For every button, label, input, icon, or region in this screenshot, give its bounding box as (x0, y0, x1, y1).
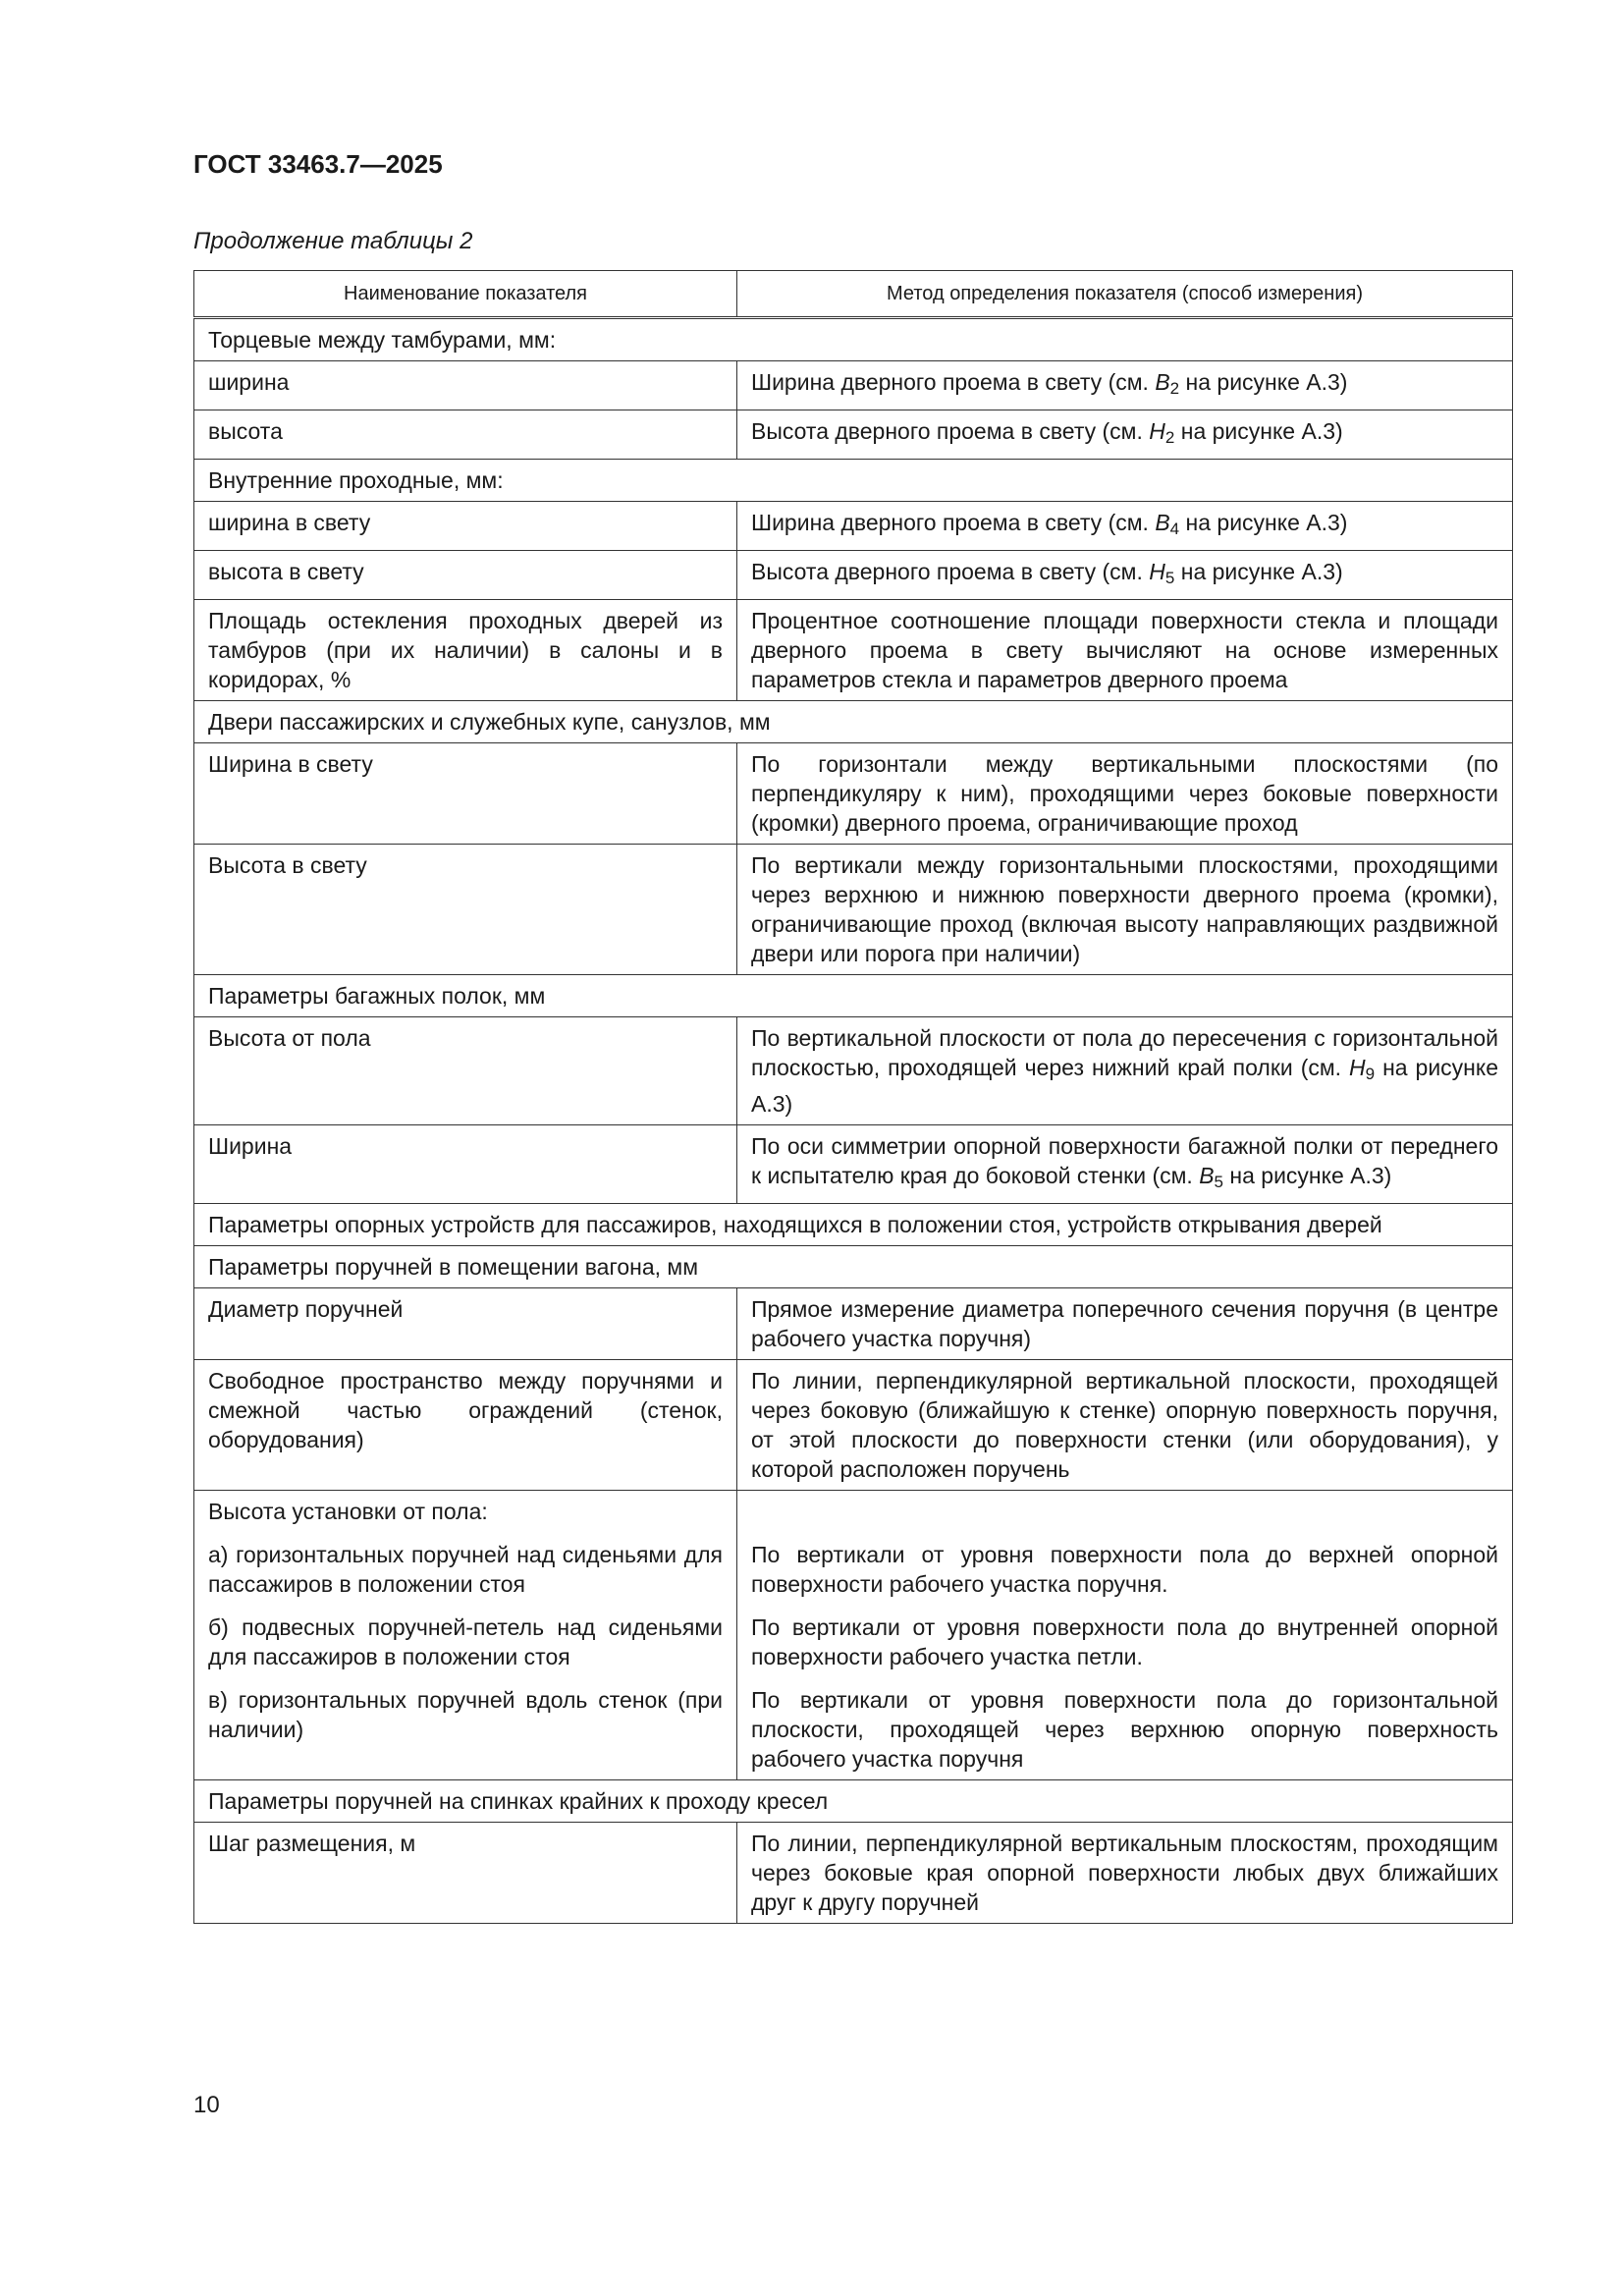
method-text: Ширина дверного проема в свету (см. (751, 510, 1156, 535)
method-cell (737, 502, 1513, 551)
spacer (751, 1497, 1498, 1526)
method-text: на рисунке А.3) (751, 1055, 1498, 1117)
parameter-name: а) горизонтальных поручней над сиденьями для пассажиров в положении стоя (208, 1542, 723, 1597)
table-row (194, 1017, 1513, 1125)
table-row (194, 1360, 1513, 1491)
method-cell (737, 1017, 1513, 1125)
symbol-subscript: 2 (1169, 379, 1180, 398)
parameter-name: Ширина (194, 1125, 737, 1204)
section-row (194, 318, 1513, 361)
method-text: По вертикальной плоскости от пола до пересечения с горизонтальной плоскостью, проходящей через нижний край полки (см. (751, 1025, 1498, 1080)
method-text: Высота дверного проема в свету (см. (751, 559, 1150, 584)
table-row (194, 551, 1513, 600)
section-title: Параметры опорных устройств для пассажиров, находящихся в положении стоя, устройств открывания дверей (194, 1204, 1513, 1246)
parameter-name-group (194, 1491, 737, 1780)
parameter-name: Площадь остекления проходных дверей из тамбуров (при их наличии) в салоны и в коридорах, % (194, 600, 737, 701)
parameter-name: Ширина в свету (194, 743, 737, 845)
symbol-subscript: 2 (1164, 428, 1175, 447)
page-number: 10 (193, 2092, 220, 2118)
symbol: H (1149, 559, 1165, 584)
method-text: По вертикали от уровня поверхности пола до внутренней опорной поверхности рабочего участка петли. (751, 1614, 1498, 1669)
section-row (194, 1246, 1513, 1288)
symbol: H (1149, 418, 1165, 444)
symbol-subscript: 9 (1365, 1065, 1376, 1083)
table-caption: Продолжение таблицы 2 (193, 228, 473, 254)
parameter-name: Высота в свету (194, 845, 737, 975)
method-cell: По линии, перпендикулярной вертикальным плоскостям, проходящим через боковые края опорной поверхности любых двух ближайших друг к другу поручней (737, 1823, 1513, 1924)
parameter-name: б) подвесных поручней-петель над сиденьями для пассажиров в положении стоя (208, 1614, 723, 1669)
symbol: B (1199, 1163, 1215, 1188)
symbol-subscript: 5 (1164, 569, 1175, 587)
method-text: на рисунке А.3) (1223, 1163, 1392, 1188)
section-row (194, 975, 1513, 1017)
method-text: на рисунке А.3) (1179, 510, 1348, 535)
method-cell: Процентное соотношение площади поверхности стекла и площади дверного проема в свету вычисляют на основе измеренных параметров стекла и параметров дверного проема (737, 600, 1513, 701)
method-cell (737, 410, 1513, 460)
section-row (194, 701, 1513, 743)
method-cell (737, 551, 1513, 600)
parameter-name: Шаг размещения, м (194, 1823, 737, 1924)
method-cell (737, 1125, 1513, 1204)
table-row (194, 1125, 1513, 1204)
table-header-row (194, 271, 1513, 318)
parameter-name: высота (194, 410, 737, 460)
table-row (194, 1823, 1513, 1924)
method-cell (737, 361, 1513, 410)
table-row (194, 845, 1513, 975)
method-text: Ширина дверного проема в свету (см. (751, 369, 1156, 395)
table-row (194, 502, 1513, 551)
method-cell: По линии, перпендикулярной вертикальной плоскости, проходящей через боковую (ближайшую к стенке) опорную поверхность поручня, от этой плоскости до поверхности стенки (или оборудования), у которой расположен поручень (737, 1360, 1513, 1491)
symbol: B (1155, 510, 1170, 535)
section-title: Торцевые между тамбурами, мм: (194, 318, 1513, 361)
parameter-name: ширина (194, 361, 737, 410)
method-text: По вертикали от уровня поверхности пола до верхней опорной поверхности рабочего участка поручня. (751, 1542, 1498, 1597)
method-text: По вертикали от уровня поверхности пола до горизонтальной плоскости, проходящей через верхнюю опорную поверхность рабочего участка поручня (751, 1687, 1498, 1772)
column-header-method: Метод определения показателя (способ измерения) (737, 271, 1513, 318)
method-cell: По горизонтали между вертикальными плоскостями (по перпендикуляру к ним), проходящими через боковые поверхности (кромки) дверного проема, ограничивающие проход (737, 743, 1513, 845)
section-title: Параметры багажных полок, мм (194, 975, 1513, 1017)
section-title: Двери пассажирских и служебных купе, санузлов, мм (194, 701, 1513, 743)
method-cell: Прямое измерение диаметра поперечного сечения поручня (в центре рабочего участка поручня) (737, 1288, 1513, 1360)
parameter-name: в) горизонтальных поручней вдоль стенок (при наличии) (208, 1687, 723, 1742)
symbol: B (1155, 369, 1170, 395)
method-text: на рисунке А.3) (1179, 369, 1348, 395)
parameter-name: ширина в свету (194, 502, 737, 551)
column-header-parameter: Наименование показателя (194, 271, 737, 318)
parameter-name: Высота установки от пола: (208, 1499, 488, 1524)
standard-id: ГОСТ 33463.7—2025 (193, 149, 443, 179)
method-text: Высота дверного проема в свету (см. (751, 418, 1150, 444)
parameters-table (193, 270, 1513, 1924)
section-title: Параметры поручней на спинках крайних к проходу кресел (194, 1780, 1513, 1823)
section-row (194, 1780, 1513, 1823)
section-row (194, 460, 1513, 502)
parameter-name: Диаметр поручней (194, 1288, 737, 1360)
symbol-subscript: 5 (1214, 1173, 1224, 1191)
table-row (194, 410, 1513, 460)
table-row (194, 600, 1513, 701)
symbol-subscript: 4 (1169, 519, 1180, 538)
section-row (194, 1204, 1513, 1246)
table-row (194, 743, 1513, 845)
symbol: H (1349, 1055, 1366, 1080)
parameter-name: Свободное пространство между поручнями и смежной частью ограждений (стенок, оборудования) (194, 1360, 737, 1491)
method-text: По оси симметрии опорной поверхности багажной полки от переднего к испытателю края до боковой стенки (см. (751, 1133, 1498, 1188)
table-row (194, 1288, 1513, 1360)
method-cell-group (737, 1491, 1513, 1780)
table-row (194, 361, 1513, 410)
method-text: на рисунке А.3) (1174, 418, 1343, 444)
section-title: Внутренние проходные, мм: (194, 460, 1513, 502)
parameter-name: высота в свету (194, 551, 737, 600)
method-cell: По вертикали между горизонтальными плоскостями, проходящими через верхнюю и нижнюю поверхности дверного проема (кромки), ограничивающие проход (включая высоту направляющих раздвижной двери или порога при наличии) (737, 845, 1513, 975)
method-text: на рисунке А.3) (1174, 559, 1343, 584)
table-row (194, 1491, 1513, 1780)
section-title: Параметры поручней в помещении вагона, мм (194, 1246, 1513, 1288)
parameter-name: Высота от пола (194, 1017, 737, 1125)
